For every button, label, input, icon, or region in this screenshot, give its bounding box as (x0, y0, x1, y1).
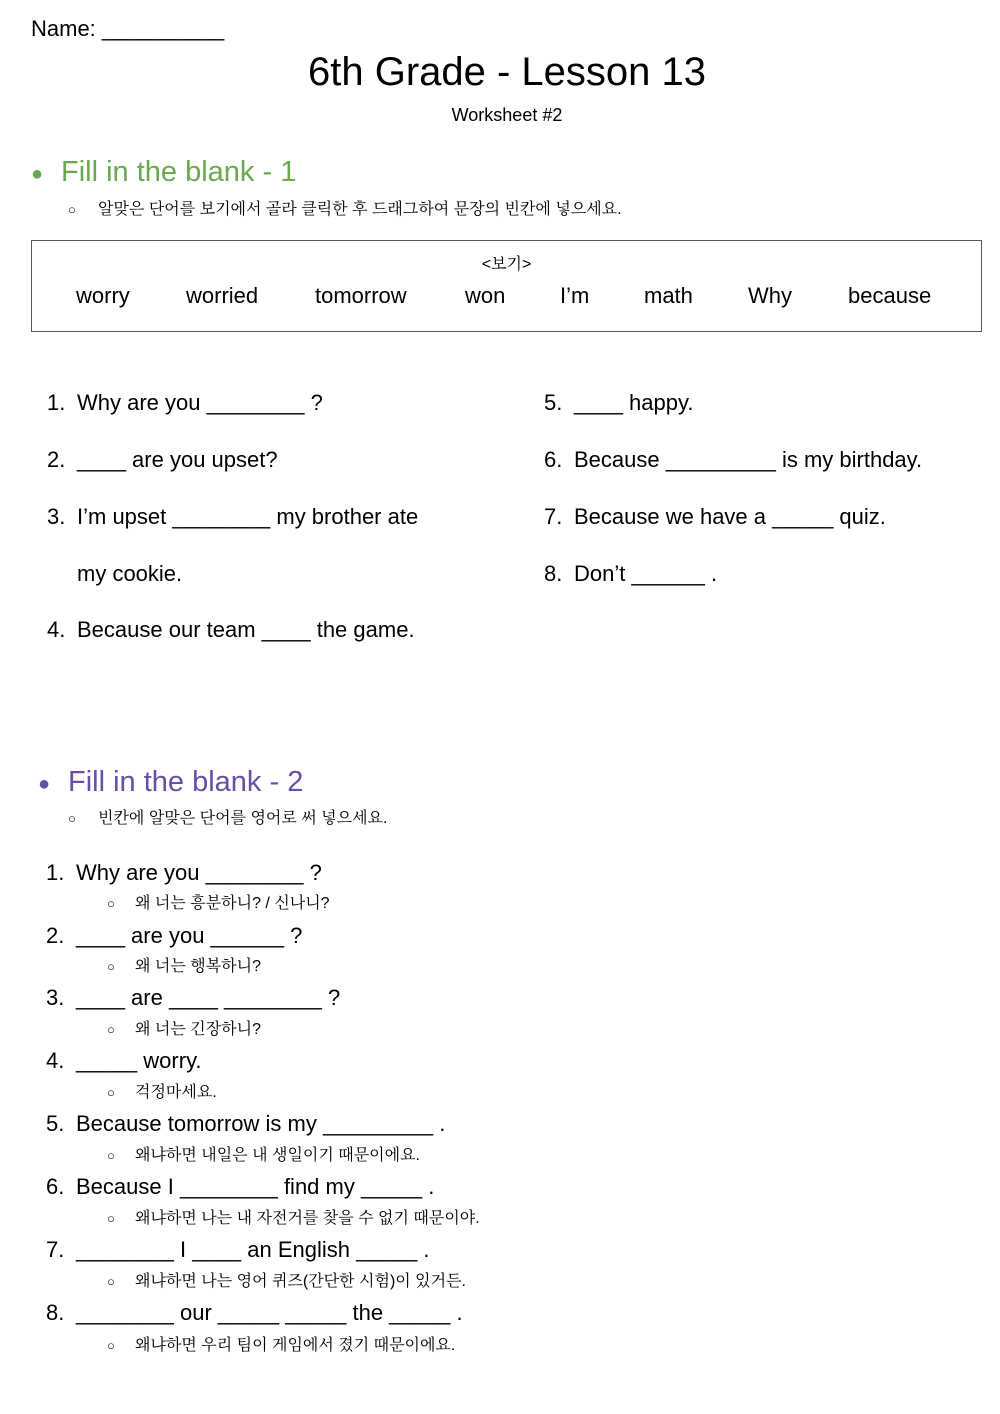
question-text: ____ are ____ ________ ? (76, 985, 341, 1010)
question-hint (107, 890, 330, 913)
section1-instruction-text: 알맞은 단어를 보기에서 골라 클릭한 후 드래그하여 문장의 빈칸에 넣으세요. (98, 201, 622, 218)
hint-text: 왜냐하면 나는 영어 퀴즈(간단한 시험)이 있거든. (135, 1273, 466, 1290)
section2-instruction (68, 805, 387, 828)
question-number: 4. (46, 1048, 65, 1073)
hint-text: 왜냐하면 우리 팀이 게임에서 졌기 때문이에요. (135, 1337, 456, 1354)
circle-bullet-icon: ○ (107, 1085, 115, 1100)
question-number: 6. (46, 1174, 65, 1199)
section1-question[interactable] (47, 447, 278, 473)
question-number: 2. (46, 923, 65, 948)
section1-bullet-icon: ● (31, 163, 44, 185)
question-text: Because I ________ find my _____ . (76, 1174, 435, 1199)
question-text: Don’t ______ . (574, 561, 718, 586)
question-number: 8. (544, 561, 563, 586)
hint-text: 왜냐하면 내일은 내 생일이기 때문이에요. (135, 1147, 420, 1164)
question-text: Because tomorrow is my _________ . (76, 1111, 446, 1136)
section2-question[interactable] (46, 860, 322, 886)
question-number: 1. (46, 860, 65, 885)
question-number: 5. (46, 1111, 65, 1136)
section1-question[interactable] (544, 447, 922, 473)
question-number: 6. (544, 447, 563, 472)
question-text: Because we have a _____ quiz. (574, 504, 886, 529)
page-subtitle: Worksheet #2 (451, 105, 563, 125)
question-text: ____ happy. (574, 390, 694, 415)
hint-text: 왜 너는 행복하니? (135, 958, 261, 975)
question-hint (107, 1016, 261, 1039)
section1-question[interactable] (47, 504, 418, 530)
circle-bullet-icon: ○ (107, 1148, 115, 1163)
question-text: I’m upset ________ my brother ate (77, 504, 419, 529)
section2-question[interactable] (46, 1174, 434, 1200)
circle-bullet-icon: ○ (107, 1274, 115, 1289)
word-chip[interactable]: won (465, 283, 506, 308)
section1-question[interactable] (544, 504, 886, 530)
word-chip[interactable]: tomorrow (315, 283, 407, 308)
question-number: 7. (46, 1237, 65, 1262)
question-text: ____ are you upset? (77, 447, 278, 472)
word-chip[interactable]: worried (186, 283, 259, 308)
word-chip[interactable]: Why (748, 283, 792, 308)
question-text: Because _________ is my birthday. (574, 447, 923, 472)
name-field-label: Name: __________ (31, 16, 225, 41)
question-text: ________ I ____ an English _____ . (76, 1237, 430, 1262)
circle-bullet-icon: ○ (68, 811, 76, 826)
section1-question-continuation (47, 561, 182, 587)
question-hint (107, 1142, 420, 1165)
word-chip[interactable]: because (848, 283, 932, 308)
section2-bullet-icon: ● (38, 773, 51, 795)
section2-question[interactable] (46, 923, 302, 949)
question-number: 7. (544, 504, 563, 529)
question-number: 8. (46, 1300, 65, 1325)
section1-instruction (68, 196, 622, 219)
word-chip[interactable]: math (644, 283, 693, 308)
hint-text: 걱정마세요. (135, 1084, 217, 1101)
circle-bullet-icon: ○ (107, 1338, 115, 1353)
question-text: Because our team ____ the game. (77, 617, 415, 642)
question-number: 1. (47, 390, 66, 415)
section2-title: Fill in the blank - 2 (68, 766, 304, 798)
question-text: _____ worry. (76, 1048, 202, 1073)
question-hint (107, 1268, 466, 1291)
question-text: ________ our _____ _____ the _____ . (76, 1300, 463, 1325)
question-number: 3. (47, 504, 66, 529)
circle-bullet-icon: ○ (107, 1022, 115, 1037)
page-title: 6th Grade - Lesson 13 (307, 50, 707, 94)
circle-bullet-icon: ○ (107, 959, 115, 974)
section1-title: Fill in the blank - 1 (61, 156, 297, 188)
section2-question[interactable] (46, 1111, 445, 1137)
question-hint (107, 1205, 480, 1228)
hint-text: 왜냐하면 나는 내 자전거를 찾을 수 없기 때문이야. (135, 1210, 480, 1227)
question-number: 2. (47, 447, 66, 472)
question-text: Why are you ________ ? (76, 860, 322, 885)
question-text: Why are you ________ ? (77, 390, 323, 415)
question-hint (107, 953, 261, 976)
question-number: 3. (46, 985, 65, 1010)
question-number: 5. (544, 390, 563, 415)
word-chip[interactable]: I’m (560, 283, 590, 308)
section2-question[interactable] (46, 1048, 202, 1074)
circle-bullet-icon: ○ (107, 1211, 115, 1226)
section2-instruction-text: 빈칸에 알맞은 단어를 영어로 써 넣으세요. (98, 810, 388, 827)
section2-question[interactable] (46, 985, 340, 1011)
word-chip[interactable]: worry (76, 283, 130, 308)
hint-text: 왜 너는 긴장하니? (135, 1021, 261, 1038)
section1-question[interactable] (47, 390, 323, 416)
word-bank-box (31, 240, 982, 332)
section1-question[interactable] (544, 390, 693, 416)
section2-question[interactable] (46, 1300, 463, 1326)
question-hint (107, 1079, 217, 1102)
hint-text: 왜 너는 흥분하니? / 신나니? (135, 895, 330, 912)
question-text: my cookie. (77, 561, 183, 586)
question-number: 4. (47, 617, 66, 642)
question-text: ____ are you ______ ? (76, 923, 303, 948)
question-hint (107, 1332, 455, 1355)
circle-bullet-icon: ○ (107, 896, 115, 911)
word-bank-label: <보기> (481, 256, 532, 273)
circle-bullet-icon: ○ (68, 202, 76, 217)
section1-question[interactable] (544, 561, 717, 587)
section2-question[interactable] (46, 1237, 430, 1263)
section1-question[interactable] (47, 617, 415, 643)
